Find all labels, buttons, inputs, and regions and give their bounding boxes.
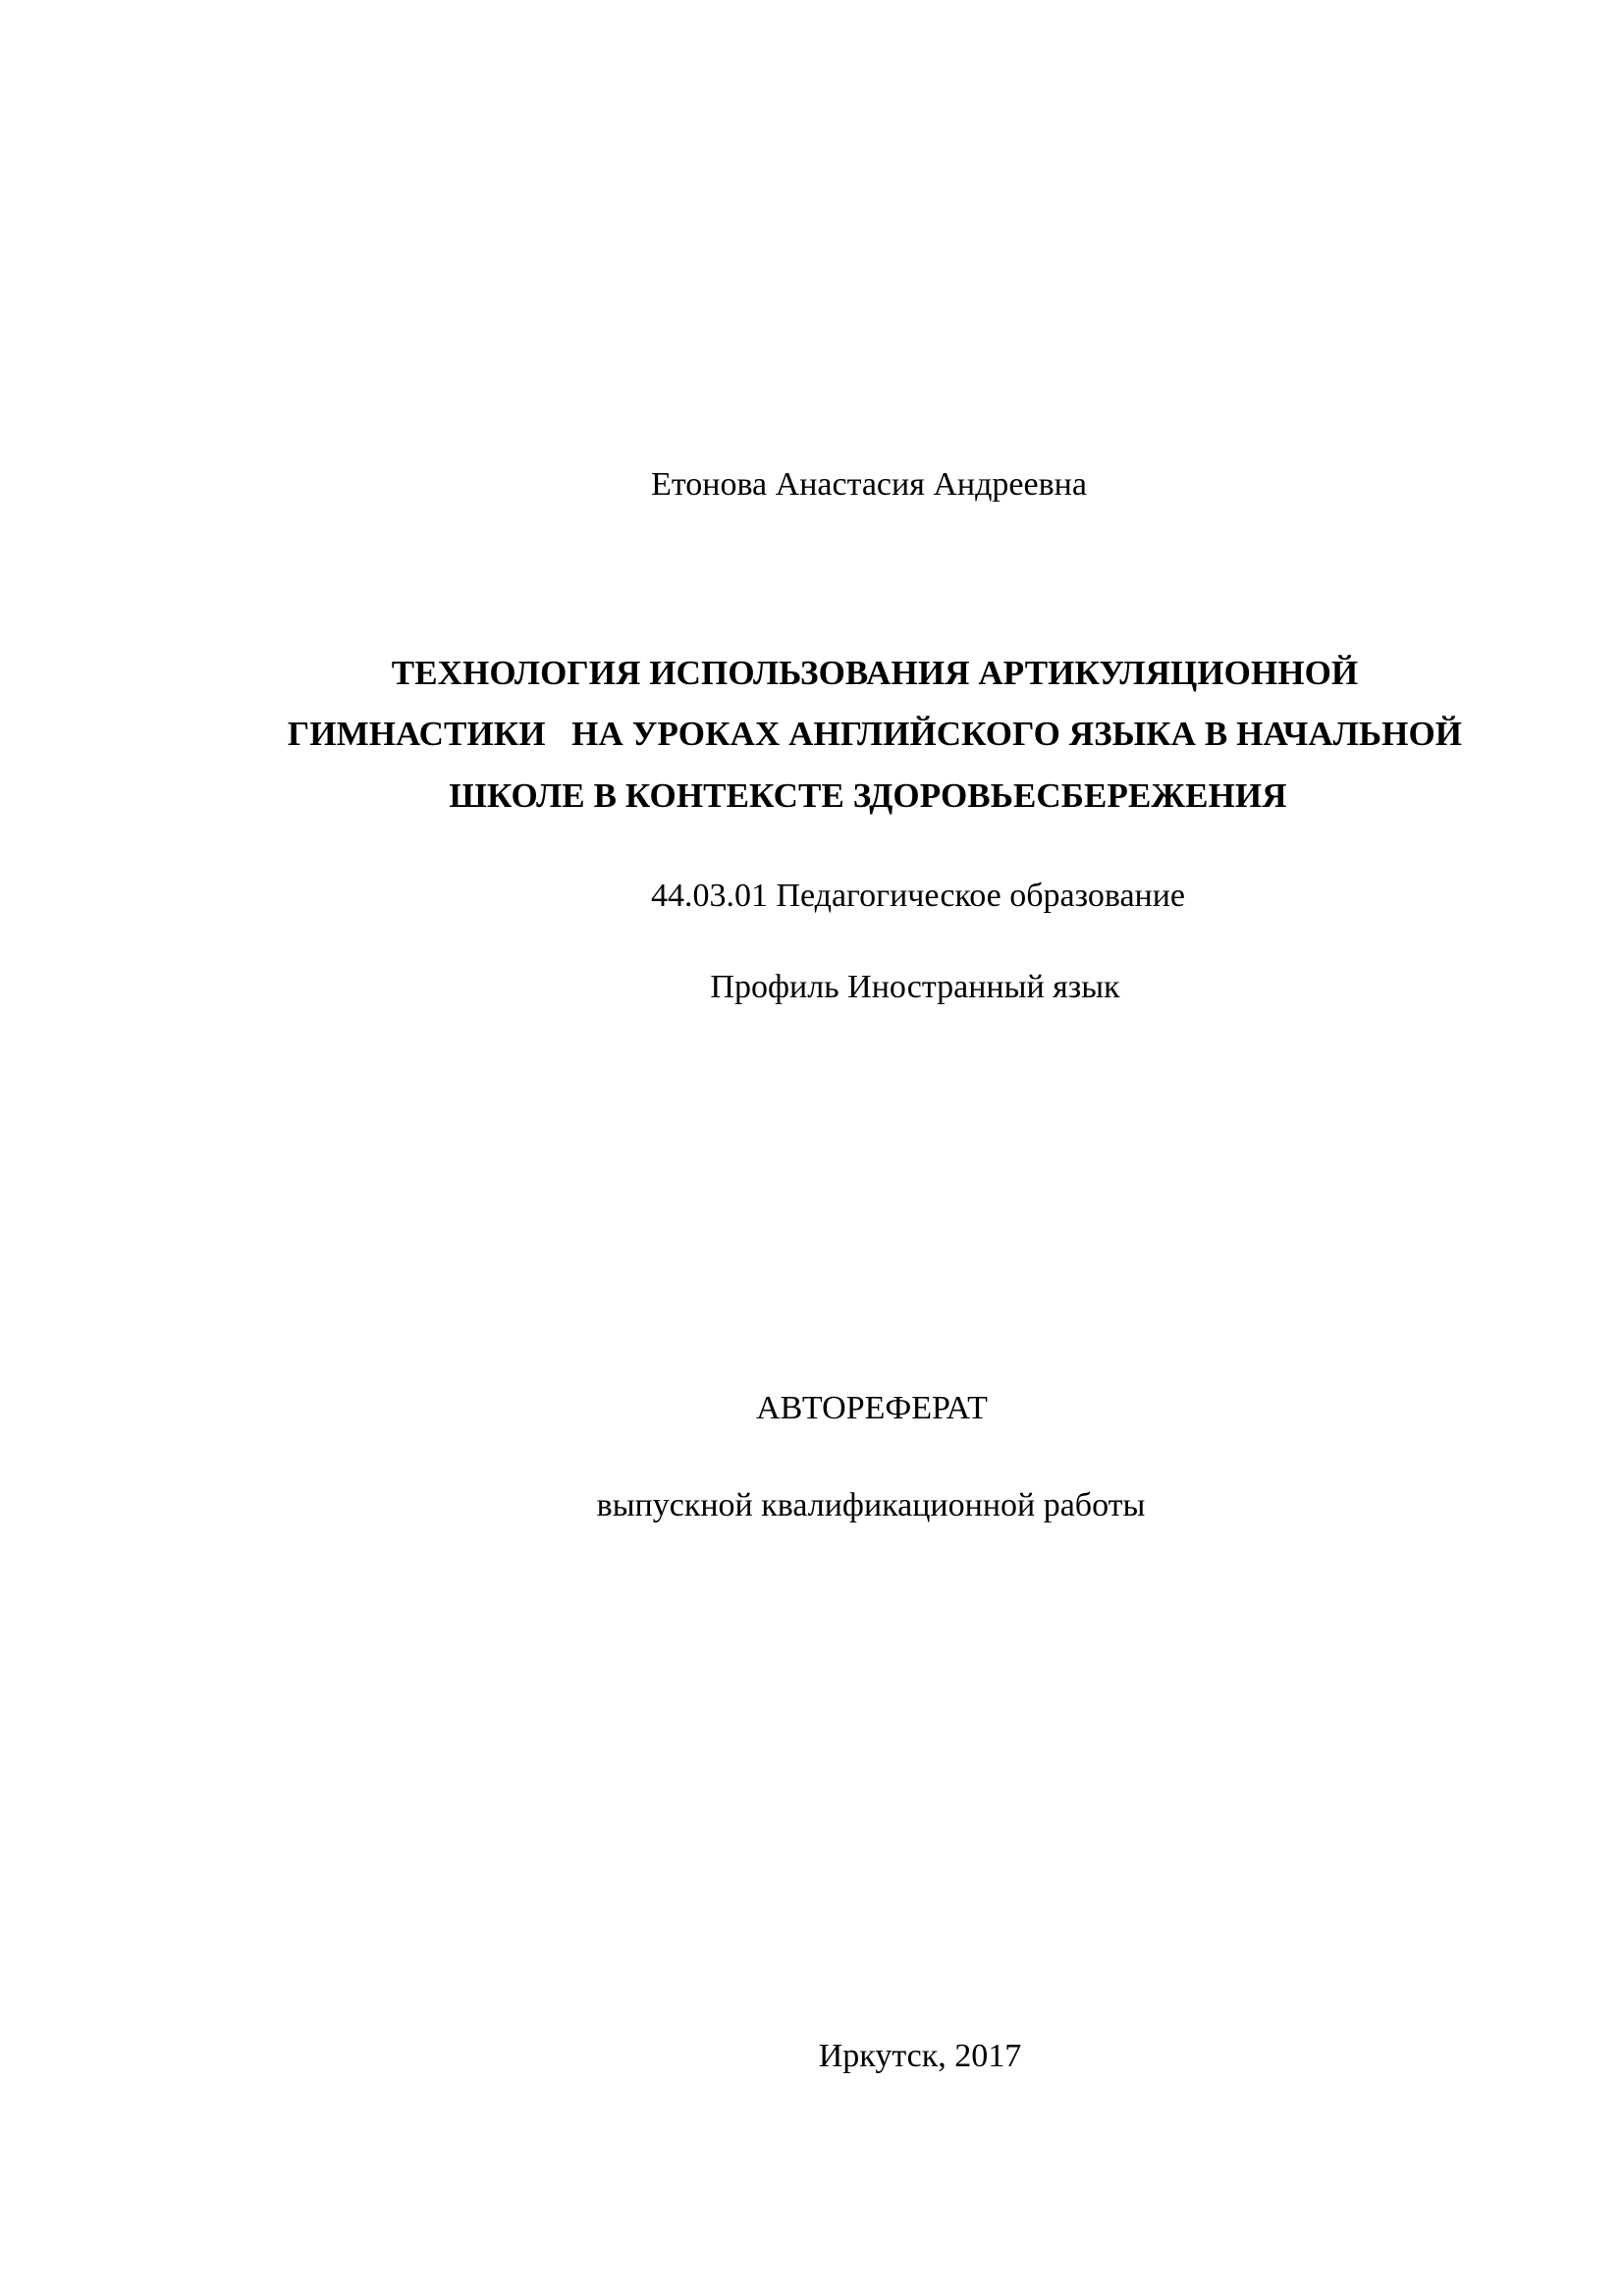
title-line-1: ТЕХНОЛОГИЯ ИСПОЛЬЗОВАНИЯ АРТИКУЛЯЦИОННОЙ [391,654,1359,692]
specialty: 44.03.01 Педагогическое образование [650,878,1186,914]
author-name: Етонова Анастасия Андреевна [651,466,1087,503]
document-type: АВТОРЕФЕРАТ [756,1390,988,1426]
document-subtype: выпускной квалификационной работы [596,1487,1146,1523]
title-line-3: ШКОЛЕ В КОНТЕКСТЕ ЗДОРОВЬЕСБЕРЕЖЕНИЯ [449,776,1287,815]
title-line-2: ГИМНАСТИКИ НА УРОКАХ АНГЛИЙСКОГО ЯЗЫКА В НАЧАЛЬНОЙ [287,715,1463,753]
city-year: Иркутск, 2017 [818,2038,1022,2074]
profile: Профиль Иностранный язык [710,969,1120,1005]
